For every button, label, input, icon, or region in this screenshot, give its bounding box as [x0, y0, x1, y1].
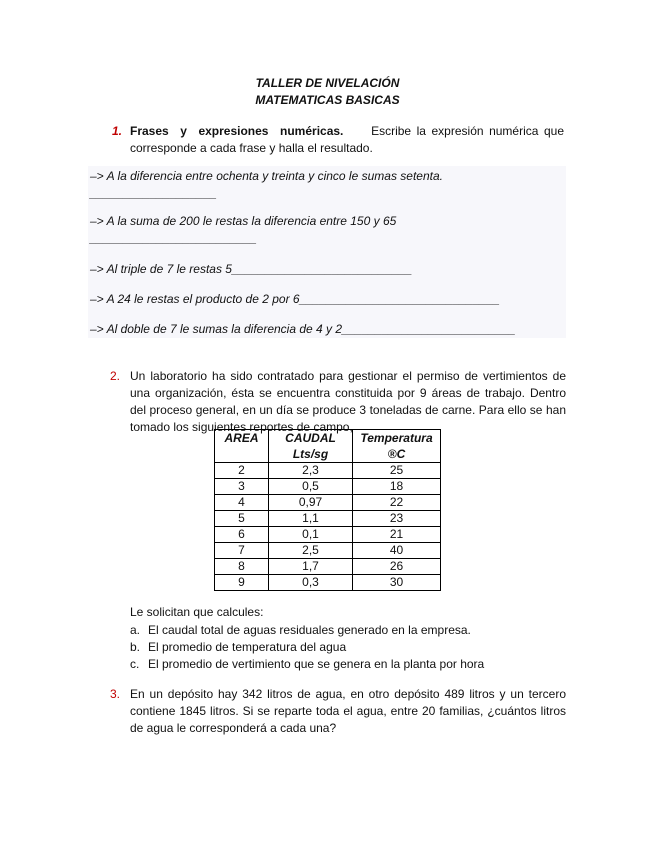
list-marker: a.	[130, 623, 141, 637]
table-cell: 8	[215, 559, 269, 575]
exercise-item: –> A 24 le restas el producto de 2 por 6______________________________	[90, 292, 500, 306]
table-cell: 1,7	[269, 559, 353, 575]
table-cell: 6	[215, 527, 269, 543]
exercise-item: –> Al triple de 7 le restas 5___________________________	[90, 262, 413, 276]
table-cell: 2	[215, 463, 269, 479]
field-report-table	[214, 429, 441, 591]
table-cell: 5	[215, 511, 269, 527]
doc-title: TALLER DE NIVELACIÓN	[255, 76, 400, 90]
table-row	[215, 527, 441, 543]
table-cell: 21	[353, 527, 441, 543]
question-1-number: 1.	[112, 124, 123, 138]
table-row	[215, 559, 441, 575]
table-cell: 26	[353, 559, 441, 575]
answer-line: ___________________	[90, 186, 217, 200]
question-1-lead: Frases y expresiones numéricas.	[130, 124, 344, 138]
task-prompt: Le solicitan que calcules:	[130, 605, 264, 619]
table-cell: 0,1	[269, 527, 353, 543]
table-cell: 22	[353, 495, 441, 511]
table-cell: 0,5	[269, 479, 353, 495]
table-cell: 25	[353, 463, 441, 479]
exercise-item: –> A la suma de 200 le restas la diferencia entre 150 y 65	[90, 214, 397, 228]
question-3-number: 3.	[110, 687, 121, 701]
task-list	[130, 622, 484, 673]
table-cell: 9	[215, 575, 269, 591]
list-marker: b.	[130, 640, 141, 654]
list-marker: c.	[130, 657, 140, 671]
column-header-caudal: CAUDAL Lts/sg	[269, 430, 353, 463]
table-row	[215, 463, 441, 479]
column-header-area: AREA	[215, 430, 269, 463]
question-2-number: 2.	[110, 369, 121, 383]
table-row	[215, 543, 441, 559]
question-3	[110, 686, 566, 737]
table-cell: 0,97	[269, 495, 353, 511]
question-1-text: Escribe la expresión numérica que corresponde a cada frase y halla el resultado.	[130, 124, 564, 155]
table-cell: 18	[353, 479, 441, 495]
question-3-text: En un depósito hay 342 litros de agua, en otro depósito 489 litros y un tercero contiene 1845 litros. Si se reparte toda el agua, entre 20 familias, ¿cuántos litros de agua le corresponderá a cada una?	[130, 687, 566, 735]
table-row	[215, 511, 441, 527]
table-body	[215, 463, 441, 591]
table-header-row	[215, 430, 441, 463]
question-2	[110, 368, 566, 436]
doc-subtitle: MATEMATICAS BASICAS	[255, 93, 400, 107]
list-text: El promedio de vertimiento que se genera en la planta por hora	[148, 657, 485, 671]
table-cell: 2,3	[269, 463, 353, 479]
table-row	[215, 575, 441, 591]
question-1	[112, 123, 564, 157]
table-cell: 0,3	[269, 575, 353, 591]
table-cell: 23	[353, 511, 441, 527]
answer-line: _________________________	[90, 231, 257, 245]
table-cell: 7	[215, 543, 269, 559]
table-cell: 2,5	[269, 543, 353, 559]
list-item	[130, 639, 484, 656]
table-row	[215, 495, 441, 511]
list-text: El promedio de temperatura del agua	[148, 640, 347, 654]
table-cell: 3	[215, 479, 269, 495]
list-item	[130, 622, 484, 639]
list-text: El caudal total de aguas residuales generado en la empresa.	[148, 623, 471, 637]
table-cell: 4	[215, 495, 269, 511]
table-cell: 40	[353, 543, 441, 559]
table-row	[215, 479, 441, 495]
question-1-body	[130, 123, 564, 157]
exercise-item: –> A la diferencia entre ochenta y treinta y cinco le sumas setenta.	[90, 169, 443, 183]
table-cell: 30	[353, 575, 441, 591]
column-header-temperatura: Temperatura ®C	[353, 430, 441, 463]
list-item	[130, 656, 484, 673]
question-2-text: Un laboratorio ha sido contratado para gestionar el permiso de vertimientos de una organización, ésta se encuentra constituida por 9 áreas de trabajo. Dentro del proceso general, en un día se produce 3 toneladas de carne. Para ello se han tomado los siguientes reportes de campo,	[130, 369, 566, 434]
table-cell: 1,1	[269, 511, 353, 527]
exercise-item: –> Al doble de 7 le sumas la diferencia de 4 y 2__________________________	[90, 322, 516, 336]
